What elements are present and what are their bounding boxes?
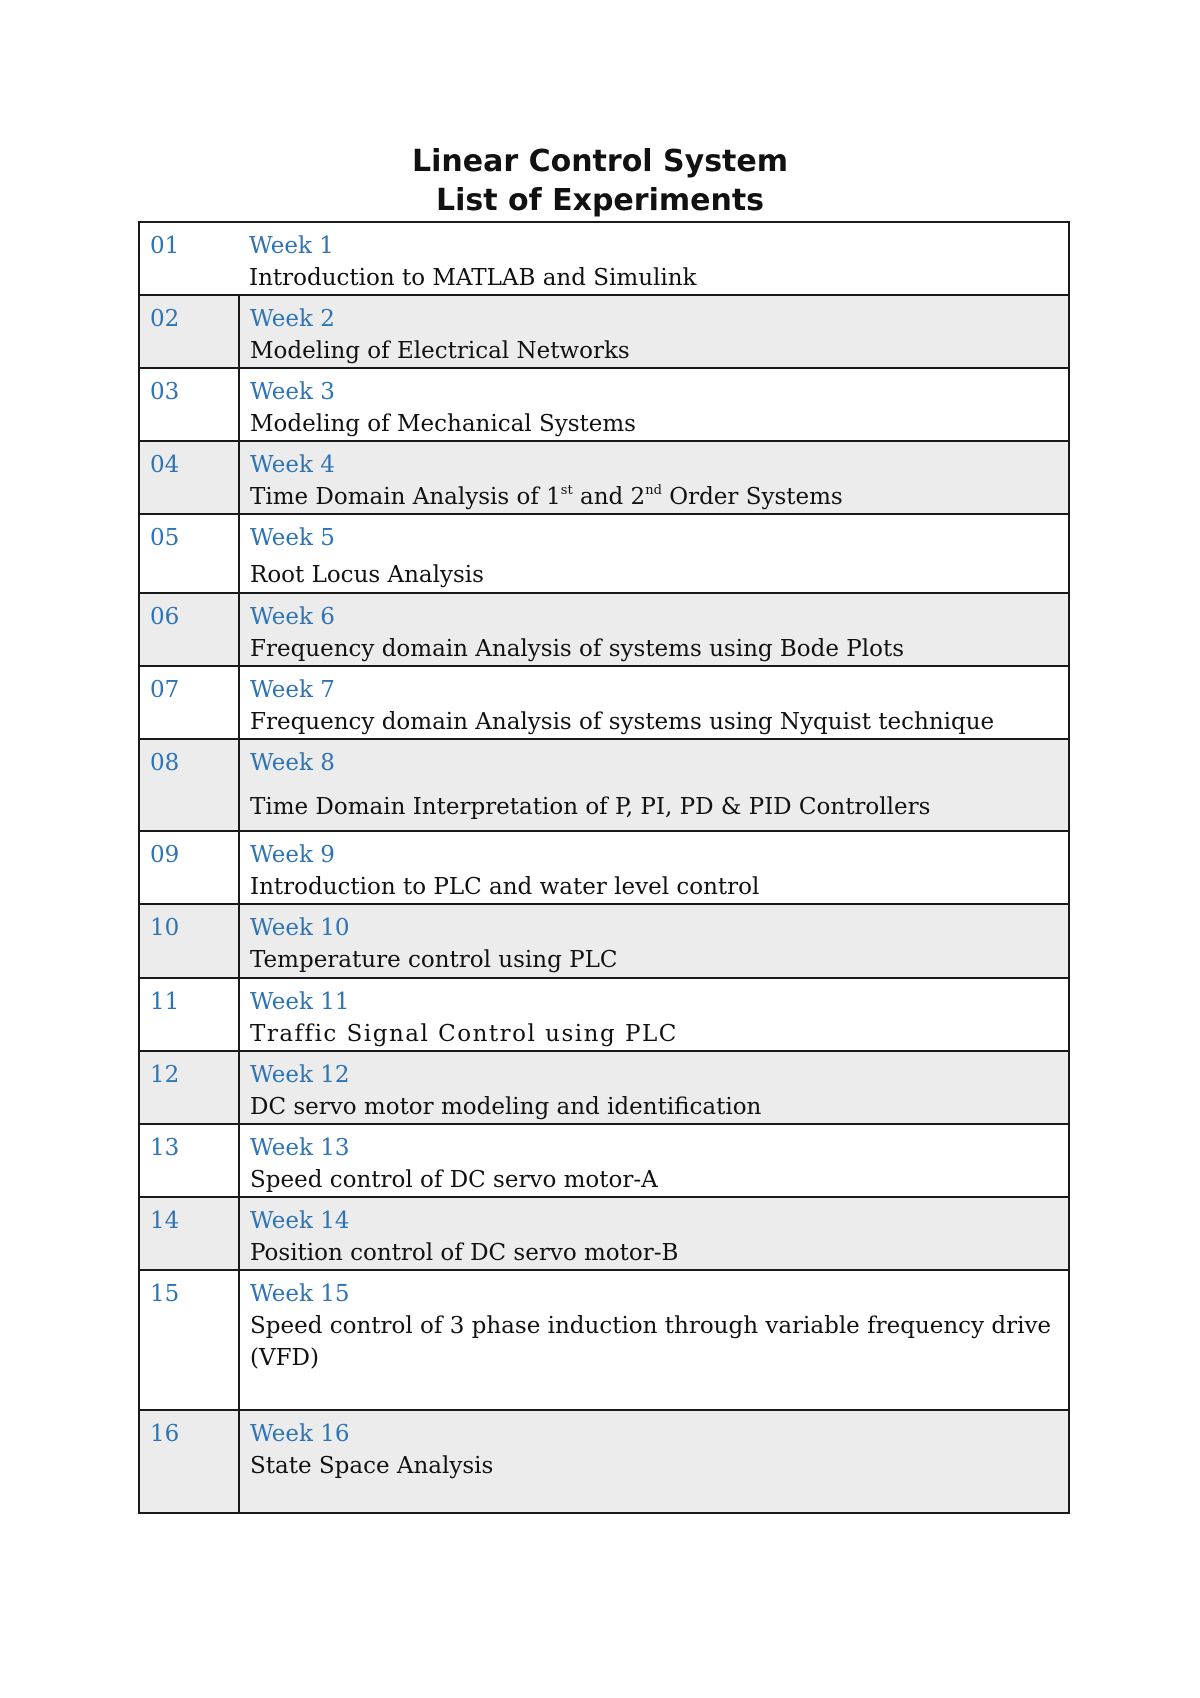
week-label: Week 2 xyxy=(250,306,335,332)
experiment-details xyxy=(239,666,1069,739)
week-label: Week 11 xyxy=(250,989,350,1015)
experiment-number: 01 xyxy=(139,222,239,295)
experiment-details xyxy=(239,1410,1069,1513)
table-row xyxy=(139,1051,1069,1124)
table-row xyxy=(139,666,1069,739)
experiment-details xyxy=(239,1270,1069,1410)
week-label: Week 1 xyxy=(249,233,334,259)
experiment-number: 16 xyxy=(139,1410,239,1513)
experiment-number: 11 xyxy=(139,978,239,1051)
experiment-details xyxy=(239,1124,1069,1197)
week-label: Week 3 xyxy=(250,379,335,405)
table-row xyxy=(139,739,1069,831)
table-row xyxy=(139,1270,1069,1410)
table-row xyxy=(139,1124,1069,1197)
experiment-details xyxy=(239,295,1069,368)
table-row xyxy=(139,978,1069,1051)
experiment-number: 06 xyxy=(139,593,239,666)
experiment-details xyxy=(239,222,1069,295)
week-label: Week 14 xyxy=(250,1208,350,1234)
experiment-details xyxy=(239,368,1069,441)
experiment-details xyxy=(239,1051,1069,1124)
experiment-details xyxy=(239,1197,1069,1270)
experiment-details xyxy=(239,739,1069,831)
experiment-title: Root Locus Analysis xyxy=(250,562,484,588)
superscript-ordinal: st xyxy=(560,483,573,498)
superscript-ordinal: nd xyxy=(645,483,662,498)
experiment-details xyxy=(239,904,1069,978)
week-label: Week 9 xyxy=(250,842,335,868)
experiment-number: 05 xyxy=(139,514,239,593)
experiment-number: 02 xyxy=(139,295,239,368)
experiment-number: 14 xyxy=(139,1197,239,1270)
experiment-number: 15 xyxy=(139,1270,239,1410)
experiment-number: 08 xyxy=(139,739,239,831)
experiment-title: Speed control of 3 phase induction through variable frequency drive (VFD) xyxy=(250,1313,1052,1371)
experiment-number: 03 xyxy=(139,368,239,441)
experiment-details xyxy=(239,978,1069,1051)
page-title-line-1: Linear Control System xyxy=(411,144,788,179)
experiment-details xyxy=(239,831,1069,904)
experiment-title: Time Domain Analysis of 1st and 2nd Order Systems xyxy=(250,483,843,510)
experiments-table xyxy=(138,221,1070,1514)
table-row xyxy=(139,1410,1069,1513)
week-label: Week 16 xyxy=(250,1421,350,1447)
experiment-number: 04 xyxy=(139,441,239,514)
week-label: Week 7 xyxy=(250,677,335,703)
table-row xyxy=(139,222,1069,295)
table-row xyxy=(139,368,1069,441)
week-label: Week 15 xyxy=(250,1281,350,1307)
experiment-title: Temperature control using PLC xyxy=(250,947,618,973)
experiment-title: DC servo motor modeling and identification xyxy=(250,1094,762,1120)
experiment-title: Frequency domain Analysis of systems using Nyquist technique xyxy=(250,709,995,735)
page-title xyxy=(0,142,1200,220)
experiment-number: 13 xyxy=(139,1124,239,1197)
table-row xyxy=(139,904,1069,978)
table-row xyxy=(139,831,1069,904)
week-label: Week 10 xyxy=(250,915,350,941)
week-label: Week 12 xyxy=(250,1062,350,1088)
week-label: Week 13 xyxy=(250,1135,350,1161)
page-title-line-2: List of Experiments xyxy=(435,183,765,218)
experiment-title: State Space Analysis xyxy=(250,1453,494,1479)
experiment-title: Modeling of Electrical Networks xyxy=(250,338,630,364)
experiment-details xyxy=(239,441,1069,514)
week-label: Week 5 xyxy=(250,525,335,551)
experiment-details xyxy=(239,514,1069,593)
experiment-title: Time Domain Interpretation of P, PI, PD & PID Controllers xyxy=(250,794,931,820)
experiment-title: Frequency domain Analysis of systems using Bode Plots xyxy=(250,636,905,662)
experiment-title: Speed control of DC servo motor-A xyxy=(250,1167,658,1193)
week-label: Week 8 xyxy=(250,750,335,776)
experiment-title: Modeling of Mechanical Systems xyxy=(250,411,636,437)
experiment-number: 12 xyxy=(139,1051,239,1124)
experiment-number: 09 xyxy=(139,831,239,904)
experiment-title: Position control of DC servo motor-B xyxy=(250,1240,679,1266)
table-row xyxy=(139,295,1069,368)
experiment-details xyxy=(239,593,1069,666)
table-row xyxy=(139,441,1069,514)
experiment-number: 10 xyxy=(139,904,239,978)
week-label: Week 6 xyxy=(250,604,335,630)
week-label: Week 4 xyxy=(250,452,335,478)
table-row xyxy=(139,1197,1069,1270)
table-row xyxy=(139,593,1069,666)
experiment-title: Introduction to PLC and water level control xyxy=(250,874,760,900)
experiment-number: 07 xyxy=(139,666,239,739)
experiment-title: Traffic Signal Control using PLC xyxy=(250,1021,678,1047)
table-row xyxy=(139,514,1069,593)
experiment-title: Introduction to MATLAB and Simulink xyxy=(249,265,697,291)
